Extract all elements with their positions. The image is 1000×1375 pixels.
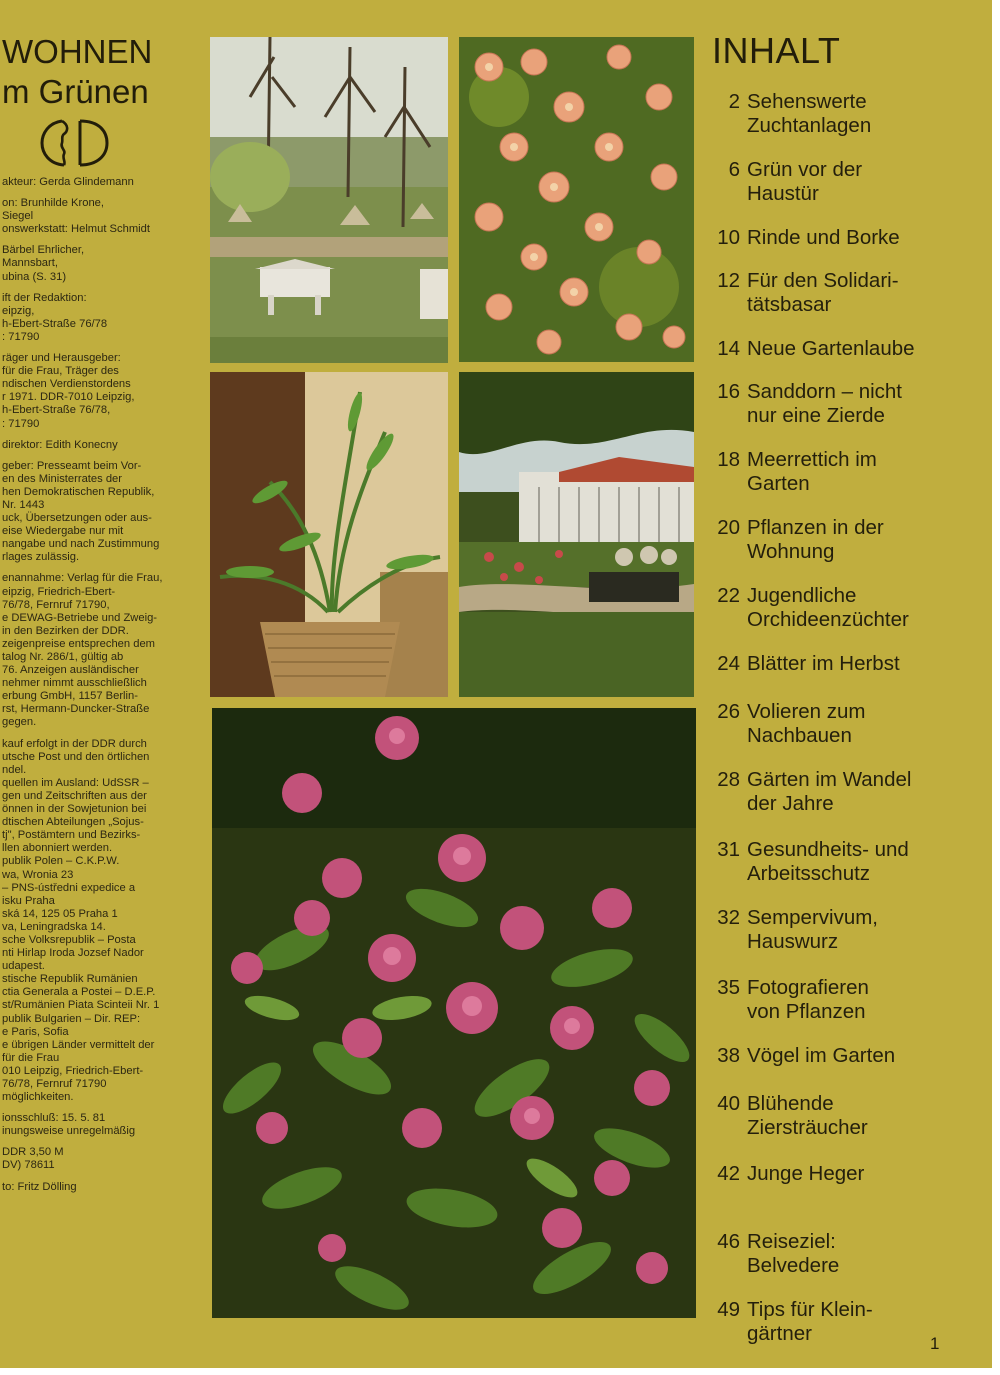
toc-page-number: 35 <box>717 976 740 999</box>
impressum-line: onswerkstatt: Helmut Schmidt <box>2 223 150 236</box>
toc-title: Pflanzen in der Wohnung <box>747 516 884 563</box>
toc-title: Meerrettich im Garten <box>747 448 877 495</box>
impressum-line: kauf erfolgt in der DDR durch <box>2 737 147 750</box>
impressum-line: udapest. <box>2 960 45 973</box>
impressum-line: nti Hirlap Iroda Jozsef Nador <box>2 947 144 960</box>
impressum-line: Bärbel Ehrlicher, <box>2 244 85 257</box>
impressum-line: on: Brunhilde Krone, <box>2 197 104 210</box>
toc-title: Tips für Klein- gärtner <box>747 1298 873 1345</box>
toc-title: Fotografieren von Pflanzen <box>747 976 869 1023</box>
toc-title: Blühende Ziersträucher <box>747 1092 868 1139</box>
impressum-line: in den Bezirken der DDR. <box>2 624 129 637</box>
impressum-line: talog Nr. 286/1, gültig ab <box>2 651 124 663</box>
impressum-line: hen Demokratischen Republik, <box>2 485 155 498</box>
toc-title: Sehenswerte Zuchtanlagen <box>747 90 872 137</box>
impressum-line: st/Rumänien Piata Scinteii Nr. 1 <box>2 999 160 1012</box>
toc-page-number: 24 <box>717 652 740 675</box>
impressum-line: Nr. 1443 <box>2 498 45 511</box>
toc-title: Gärten im Wandel der Jahre <box>747 768 912 815</box>
toc-page-number: 38 <box>717 1044 740 1067</box>
toc-title: Sanddorn – nicht nur eine Zierde <box>747 380 903 427</box>
toc-page-number: 22 <box>717 584 740 607</box>
impressum-line: ská 14, 125 05 Praha 1 <box>2 907 118 920</box>
impressum-paragraph <box>2 1181 202 1194</box>
impressum-line: für die Frau <box>2 1051 60 1064</box>
impressum-line: – PNS-ústředni expedice a <box>2 881 136 894</box>
toc-title: Grün vor der Haustür <box>747 158 863 205</box>
impressum-line: dtischen Abteilungen „Sojus- <box>2 816 144 829</box>
toc-title: Gesundheits- und Arbeitsschutz <box>747 838 909 885</box>
impressum-line: direktor: Edith Konecny <box>2 438 118 451</box>
impressum-line: ift der Redaktion: <box>2 291 87 304</box>
impressum-paragraph <box>2 1146 202 1172</box>
impressum-line: nehmer nimmt ausschließlich <box>2 677 147 690</box>
impressum-line: gen und Zeitschriften aus der <box>2 789 147 802</box>
impressum-line: uck, Übersetzungen oder aus- <box>2 512 152 525</box>
toc-page-number: 10 <box>717 226 740 249</box>
impressum-line: 76/78, Fernruf 71790 <box>2 1078 107 1090</box>
toc-title: Jugendliche Orchideenzüchter <box>747 584 909 631</box>
toc-page-number: 26 <box>717 700 740 723</box>
impressum-line: Mannsbart, <box>2 257 58 270</box>
impressum-line: inungsweise unregelmäßig <box>2 1125 136 1138</box>
photo-park-greenhouse <box>459 372 694 697</box>
impressum-line: e übrigen Länder vermittelt der <box>2 1038 155 1051</box>
magazine-title-line1: WOHNEN <box>2 33 153 70</box>
impressum-line: erbung GmbH, 1157 Berlin- <box>2 690 138 703</box>
impressum-line: Siegel <box>2 210 34 223</box>
impressum-line: 010 Leipzig, Friedrich-Ebert- <box>2 1064 144 1077</box>
impressum-line: ionsschluß: 15. 5. 81 <box>2 1112 106 1125</box>
toc-page-number: 6 <box>728 158 740 181</box>
impressum-paragraph <box>2 738 202 1105</box>
toc-page-number: 16 <box>717 380 740 403</box>
toc-title: Junge Heger <box>747 1162 865 1185</box>
magazine-title-line2: m Grünen <box>2 73 149 110</box>
impressum-line: ubina (S. 31) <box>2 270 67 283</box>
toc-title: Neue Gartenlaube <box>747 337 915 360</box>
toc-title: Rinde und Borke <box>747 226 900 249</box>
impressum-line: h-Ebert-Straße 76/78 <box>2 317 108 330</box>
photo-flowering-shrub <box>212 708 696 1318</box>
impressum-line: wa, Wronia 23 <box>2 868 74 881</box>
impressum-paragraph <box>2 352 202 431</box>
impressum-line: akteur: Gerda Glindemann <box>2 176 134 188</box>
impressum-line: r 1971. DDR-7010 Leipzig, <box>2 391 135 404</box>
impressum-line: e Paris, Sofia <box>2 1025 69 1038</box>
toc-page-number: 20 <box>717 516 740 539</box>
impressum-line: publik Polen – C.K.P.W. <box>2 855 120 868</box>
impressum-line: DDR 3,50 M <box>2 1146 64 1159</box>
toc-page-number: 40 <box>717 1092 740 1115</box>
impressum-line: räger und Herausgeber: <box>2 352 121 365</box>
toc-page-number: 42 <box>717 1162 740 1185</box>
impressum-line: eipzig, Friedrich-Ebert- <box>2 585 116 598</box>
toc-page-number: 46 <box>717 1230 740 1253</box>
toc-title: Volieren zum Nachbauen <box>747 700 866 747</box>
impressum-line: : 71790 <box>2 330 40 343</box>
publisher-logo-icon <box>40 118 110 168</box>
toc-page-number: 2 <box>728 90 740 113</box>
impressum-line: publik Bulgarien – Dir. REP: <box>2 1012 141 1025</box>
toc-title: Sempervivum, Hauswurz <box>747 906 879 953</box>
toc-page-number: 28 <box>717 768 740 791</box>
toc-title: Für den Solidari- tätsbasar <box>747 269 899 316</box>
impressum-block <box>2 176 202 1202</box>
impressum-line: ndischen Verdienstordens <box>2 378 131 391</box>
impressum-line: : 71790 <box>2 417 40 430</box>
toc-title: Blätter im Herbst <box>747 652 900 675</box>
impressum-paragraph <box>2 244 202 283</box>
toc-page-number: 18 <box>717 448 740 471</box>
impressum-line: tj", Postämtern und Bezirks- <box>2 829 141 842</box>
impressum-line: stische Republik Rumänien <box>2 973 138 986</box>
impressum-line: 76. Anzeigen ausländischer <box>2 664 139 677</box>
impressum-line: ndel. <box>2 763 27 776</box>
impressum-line: h-Ebert-Straße 76/78, <box>2 404 111 417</box>
impressum-line: e DEWAG-Betriebe und Zweig- <box>2 611 158 624</box>
impressum-line: eise Wiedergabe nur mit <box>2 525 124 538</box>
toc-page-number: 49 <box>717 1298 740 1321</box>
toc-title: Reiseziel: Belvedere <box>747 1230 840 1277</box>
impressum-line: ctia Generala a Postei – D.E.P. <box>2 986 156 999</box>
impressum-line: sche Volksrepublik – Posta <box>2 933 136 946</box>
impressum-line: für die Frau, Träger des <box>2 365 119 378</box>
photo-breeding-enclosures <box>210 37 448 363</box>
impressum-line: nangabe und nach Zustimmung <box>2 538 160 551</box>
impressum-line: enannahme: Verlag für die Frau, <box>2 572 163 585</box>
impressum-paragraph <box>2 460 202 565</box>
impressum-line: quellen im Ausland: UdSSR – <box>2 776 149 789</box>
impressum-line: va, Leningradska 14. <box>2 920 106 933</box>
photo-indoor-plants <box>210 372 448 697</box>
impressum-line: 76/78, Fernruf 71790, <box>2 598 110 611</box>
toc-page-number: 32 <box>717 906 740 929</box>
toc-page-number: 14 <box>717 337 740 360</box>
toc-page-number: 12 <box>717 269 740 292</box>
page-number: 1 <box>930 1334 940 1353</box>
impressum-line: zeigenpreise entsprechen dem <box>2 637 155 650</box>
impressum-line: önnen in der Sowjetunion bei <box>2 803 147 816</box>
impressum-line: geber: Presseamt beim Vor- <box>2 459 142 472</box>
impressum-line: möglichkeiten. <box>2 1091 74 1104</box>
impressum-paragraph <box>2 176 202 189</box>
impressum-line: eipzig, <box>2 304 35 317</box>
impressum-line: en des Ministerrates der <box>2 472 123 485</box>
impressum-paragraph <box>2 572 202 729</box>
impressum-paragraph <box>2 292 202 344</box>
impressum-paragraph <box>2 197 202 236</box>
impressum-line: rlages zulässig. <box>2 551 80 564</box>
impressum-paragraph <box>2 439 202 452</box>
contents-heading: INHALT <box>712 30 841 71</box>
toc-page-number: 31 <box>717 838 740 861</box>
impressum-line: DV) 78611 <box>2 1159 55 1172</box>
impressum-paragraph <box>2 1112 202 1138</box>
impressum-line: gegen. <box>2 716 37 729</box>
magazine-title <box>2 32 202 112</box>
impressum-line: utsche Post und den örtlichen <box>2 750 150 763</box>
impressum-line: rst, Hermann-Duncker-Straße <box>2 703 150 716</box>
toc-title: Vögel im Garten <box>747 1044 896 1067</box>
photo-pink-flowers <box>459 37 694 362</box>
impressum-line: llen abonniert werden. <box>2 842 113 855</box>
impressum-line: to: Fritz Dölling <box>2 1180 77 1193</box>
impressum-line: isku Praha <box>2 894 55 907</box>
